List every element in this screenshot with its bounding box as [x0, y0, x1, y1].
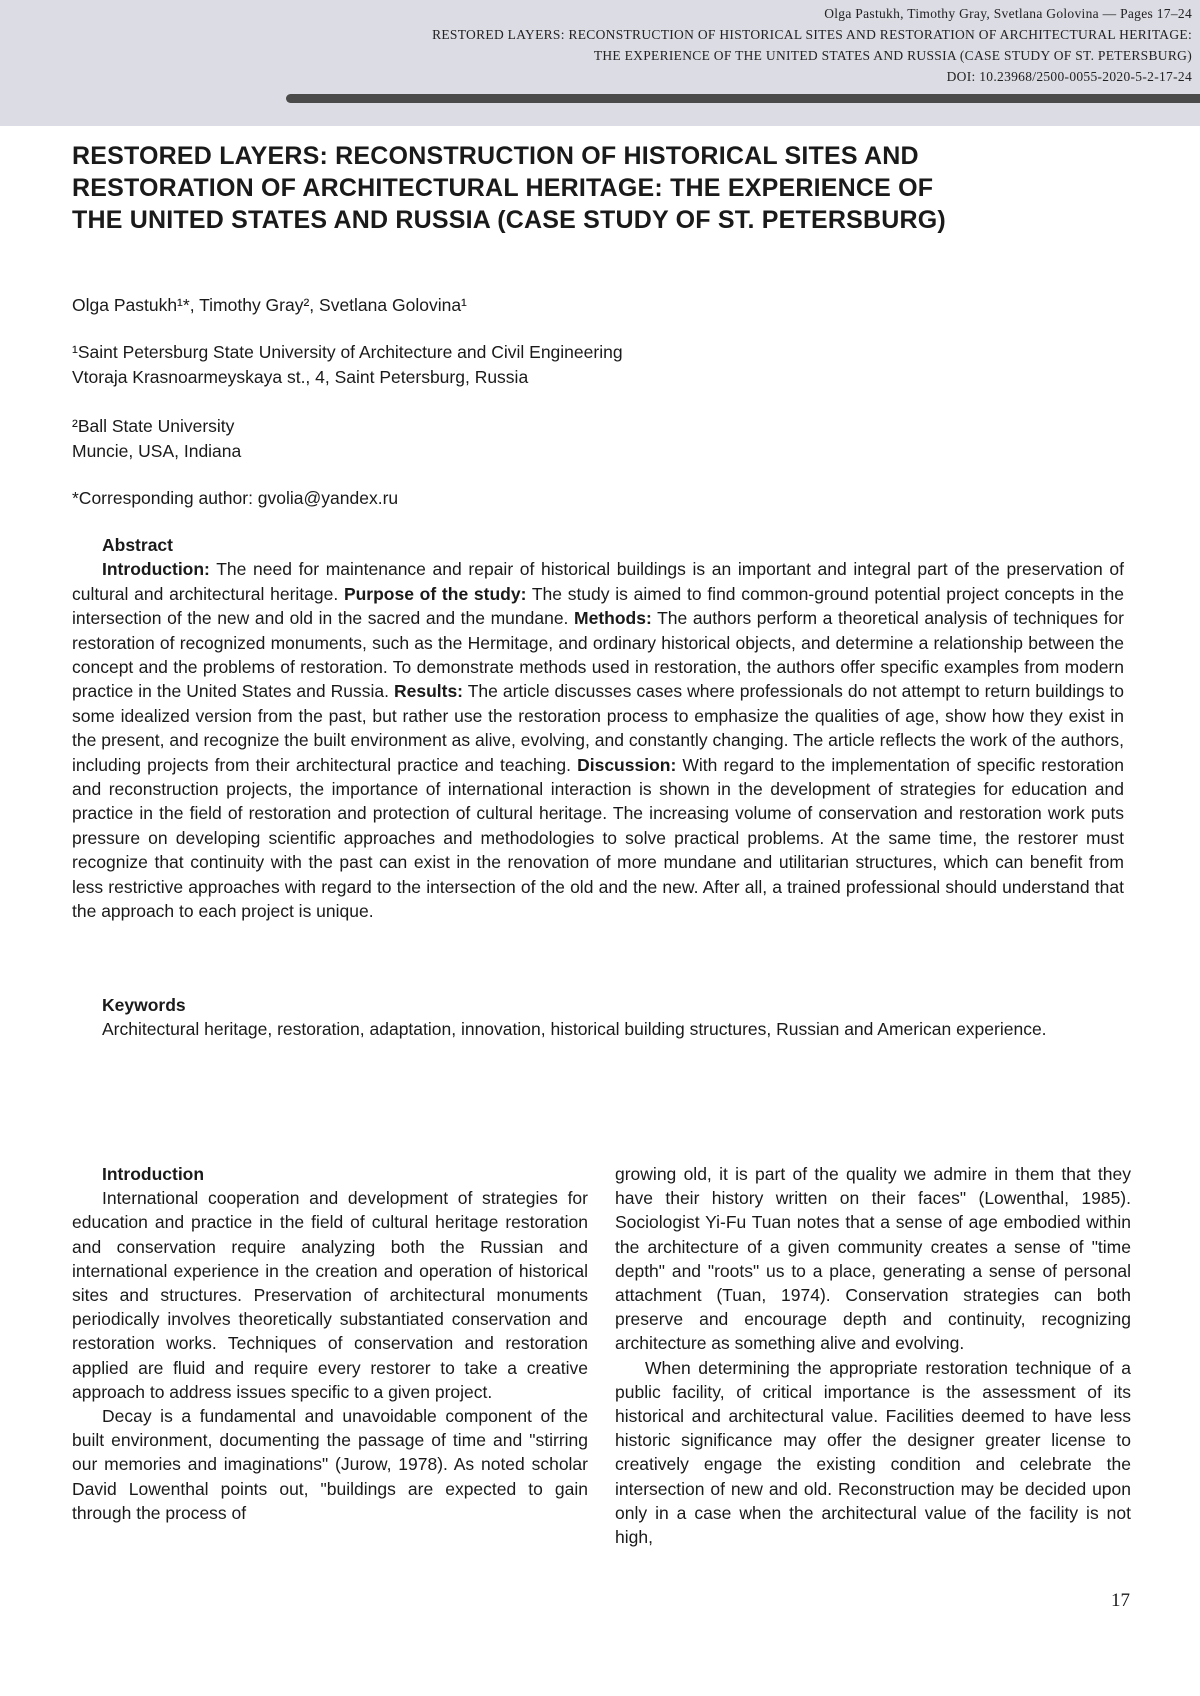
abstract-methods-text: The authors perform a theoretical analysis of techniques for restoration of recognized monuments, such as the Hermitage, and ordinary historical objects, and determine a relationship between the concept and the problems of restoration. To demonstrate methods used in restoration, the authors offer specific examples from modern practice in the United States and Russia.: [72, 608, 1124, 702]
introduction-heading: Introduction: [102, 1164, 205, 1184]
body-paragraph: Decay is a fundamental and unavoidable component of the built environment, documenting the passage of time and "stirring our memories and imaginations" (Jurow, 1978). As noted scholar David Lowenthal points out, "buildings are expected to gain through the process of: [72, 1406, 588, 1523]
corresponding-author: *Corresponding author: gvolia@yandex.ru: [72, 488, 399, 508]
affiliation-1-address: Vtoraja Krasnoarmeyskaya st., 4, Saint Petersburg, Russia: [72, 367, 529, 387]
title-line-1: RESTORED LAYERS: RECONSTRUCTION OF HISTORICAL SITES AND: [72, 142, 919, 170]
body-column-right: [615, 1162, 1131, 1549]
abstract-purpose-label: Purpose of the study:: [343, 583, 527, 604]
header-title-line-1: RESTORED LAYERS: RECONSTRUCTION OF HISTORICAL SITES AND RESTORATION OF ARCHITECTURAL HERITAGE:: [432, 27, 1192, 42]
body-paragraph: International cooperation and development of strategies for education and practice in the field of cultural heritage restoration and conservation require analyzing both the Russian and international experience in the creation and operation of historical sites and structures. Preservation of architectural monuments periodically involves theoretically substantiated conservation and restoration works. Techniques of conservation and restoration applied are fluid and require every restorer to take a creative approach to address issues specific to a given project.: [72, 1188, 588, 1402]
affiliation-1: [72, 340, 623, 390]
affiliation-2-address: Muncie, USA, Indiana: [72, 441, 242, 461]
keywords-section: [72, 993, 1124, 1041]
body-column-left: [72, 1162, 588, 1525]
header-title-line-2: THE EXPERIENCE OF THE UNITED STATES AND RUSSIA (CASE STUDY OF ST. PETERSBURG): [593, 48, 1192, 63]
keywords-text: Architectural heritage, restoration, adaptation, innovation, historical building structures, Russian and American experience.: [102, 1019, 1047, 1039]
abstract-body: [72, 557, 1124, 923]
body-paragraph: When determining the appropriate restoration technique of a public facility, of critical importance is the assessment of its historical and architectural value. Facilities deemed to have less historic significance may offer the designer greater license to creatively engage the existing condition and celebrate the intersection of new and old. Reconstruction may be decided upon only in a case when the architectural value of the facility is not high,: [615, 1357, 1131, 1548]
abstract-intro-label: Introduction:: [102, 559, 210, 580]
author-list: Olga Pastukh¹*, Timothy Gray², Svetlana Golovina¹: [72, 295, 467, 315]
header-divider-bar: [286, 94, 1200, 103]
title-line-3: THE UNITED STATES AND RUSSIA (CASE STUDY OF ST. PETERSBURG): [72, 206, 946, 234]
page-number: 17: [1111, 1590, 1130, 1611]
affiliation-1-institution: ¹Saint Petersburg State University of Architecture and Civil Engineering: [72, 342, 623, 362]
abstract-discussion-label: Discussion:: [577, 754, 677, 775]
affiliation-2: [72, 414, 241, 464]
abstract-discussion-text: With regard to the implementation of specific restoration and reconstruction projects, the importance of international interaction is shown in the development of strategies for education and practice in the field of restoration and protection of cultural heritage. The increasing volume of conservation and restoration work puts pressure on developing scientific approaches and methodologies to solve practical problems. At the same time, the restorer must recognize that continuity with the past can exist in the renovation of more mundane and utilitarian structures, which can benefit from less restrictive approaches with regard to the intersection of the old and the new. After all, a trained professional should understand that the approach to each project is unique.: [72, 754, 1124, 922]
abstract-section: [72, 533, 1124, 924]
header-doi: DOI: 10.23968/2500-0055-2020-5-2-17-24: [946, 69, 1192, 84]
abstract-results-label: Results:: [393, 681, 464, 702]
affiliation-2-institution: ²Ball State University: [72, 416, 235, 436]
header-authors-pages: Olga Pastukh, Timothy Gray, Svetlana Golovina — Pages 17–24: [824, 6, 1192, 21]
abstract-results-text: The article discusses cases where professionals do not attempt to return buildings to some idealized version from the past, but rather use the restoration process to emphasize the qualities of age, show how they exist in the present, and recognize the built environment as alive, evolving, and constantly changing. The article reflects the work of the authors, including projects from their architectural practice and teaching.: [72, 681, 1124, 775]
abstract-intro-text: The need for maintenance and repair of historical buildings is an important and integral part of the preservation of cultural and architectural heritage.: [72, 559, 1124, 604]
running-header-text: [432, 3, 1192, 87]
title-line-2: RESTORATION OF ARCHITECTURAL HERITAGE: THE EXPERIENCE OF: [72, 174, 934, 202]
running-header: [0, 0, 1200, 126]
abstract-heading: Abstract: [102, 535, 173, 555]
body-paragraph-continued: growing old, it is part of the quality we admire in them that they have their history written on their faces" (Lowenthal, 1985). Sociologist Yi-Fu Tuan notes that a sense of age embodied within the architecture of a given community creates a sense of "time depth" and "roots" us to a place, generating a sense of personal attachment (Tuan, 1974). Conservation strategies can both preserve and encourage depth and continuity, recognizing architecture as something alive and evolving.: [615, 1164, 1131, 1354]
abstract-methods-label: Methods:: [574, 608, 652, 629]
article-title: [72, 140, 1132, 236]
keywords-heading: Keywords: [102, 995, 186, 1015]
abstract-purpose-text: The study is aimed to find common-ground potential project concepts in the intersection of the new and old in the sacred and the mundane.: [72, 583, 1124, 629]
